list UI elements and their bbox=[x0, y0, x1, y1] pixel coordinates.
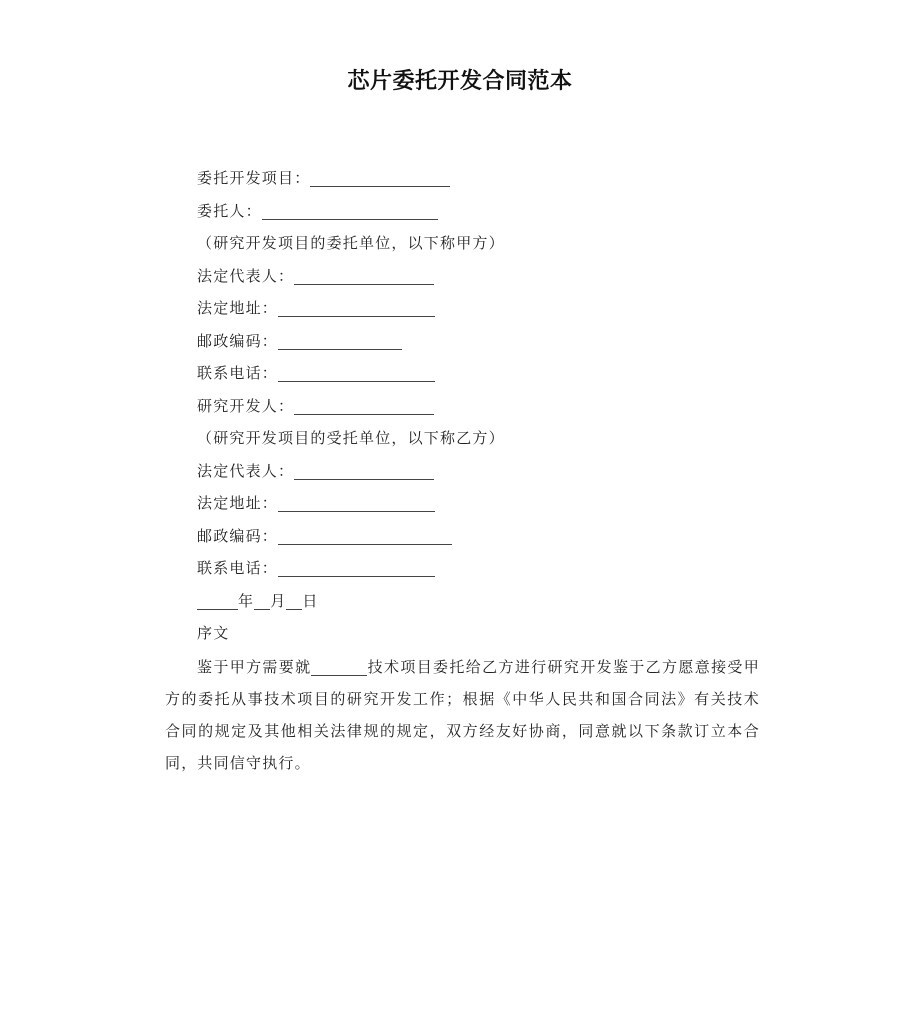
developer-postcode-field bbox=[165, 520, 760, 553]
day-blank bbox=[286, 590, 302, 610]
document-title: 芯片委托开发合同范本 bbox=[347, 69, 573, 94]
developer-rep-field bbox=[165, 455, 760, 488]
project-field bbox=[165, 162, 760, 195]
developer-rep-label: 法定代表人： bbox=[197, 461, 295, 480]
project-label: 委托开发项目： bbox=[197, 169, 311, 187]
client-postcode-field bbox=[165, 325, 760, 358]
developer-address-field bbox=[165, 487, 760, 520]
developer-field bbox=[165, 390, 760, 423]
preface-project-blank bbox=[311, 656, 367, 676]
client-note: （研究开发项目的委托单位，以下称甲方） bbox=[197, 234, 505, 252]
date-line bbox=[165, 585, 760, 618]
developer-rep-blank bbox=[294, 460, 434, 480]
client-rep-field bbox=[165, 260, 760, 293]
client-label: 委托人： bbox=[197, 201, 262, 220]
day-label: 日 bbox=[302, 591, 319, 610]
developer-blank bbox=[294, 395, 434, 415]
developer-address-label: 法定地址： bbox=[197, 494, 279, 512]
client-phone-label: 联系电话： bbox=[197, 364, 279, 382]
preface-heading: 序文 bbox=[197, 624, 230, 642]
developer-address-blank bbox=[278, 492, 435, 512]
preface-text-rest: 技术项目委托给乙方进行研究开发鉴于乙方愿意接受甲方的委托从事技术项目的研究开发工作；根据《中华人民共和国合同法》有关技术合同的规定及其他相关法律规的规定，双方经友好协商，同意就以下条款订立本合同，共同信守执行。 bbox=[165, 657, 760, 772]
contract-body bbox=[165, 162, 760, 779]
client-address-blank bbox=[278, 297, 435, 317]
client-phone-blank bbox=[278, 362, 435, 382]
client-blank bbox=[262, 200, 438, 220]
client-field bbox=[165, 195, 760, 228]
developer-phone-field bbox=[165, 552, 760, 585]
year-blank bbox=[197, 590, 238, 610]
month-blank bbox=[254, 590, 270, 610]
year-label: 年 bbox=[238, 591, 255, 610]
developer-phone-label: 联系电话： bbox=[197, 559, 279, 577]
developer-postcode-label: 邮政编码： bbox=[197, 526, 279, 545]
developer-phone-blank bbox=[278, 557, 435, 577]
preface-text-start: 鉴于甲方需要就 bbox=[197, 657, 312, 676]
client-address-field bbox=[165, 292, 760, 325]
developer-postcode-blank bbox=[278, 525, 452, 545]
client-rep-blank bbox=[294, 265, 434, 285]
client-phone-field bbox=[165, 357, 760, 390]
developer-label: 研究开发人： bbox=[197, 396, 295, 415]
client-address-label: 法定地址： bbox=[197, 299, 279, 317]
client-postcode-blank bbox=[278, 330, 402, 350]
developer-note: （研究开发项目的受托单位，以下称乙方） bbox=[197, 429, 505, 447]
client-rep-label: 法定代表人： bbox=[197, 266, 295, 285]
client-postcode-label: 邮政编码： bbox=[197, 331, 279, 350]
project-blank bbox=[310, 167, 450, 187]
preface-paragraph bbox=[165, 651, 760, 779]
month-label: 月 bbox=[270, 591, 287, 610]
